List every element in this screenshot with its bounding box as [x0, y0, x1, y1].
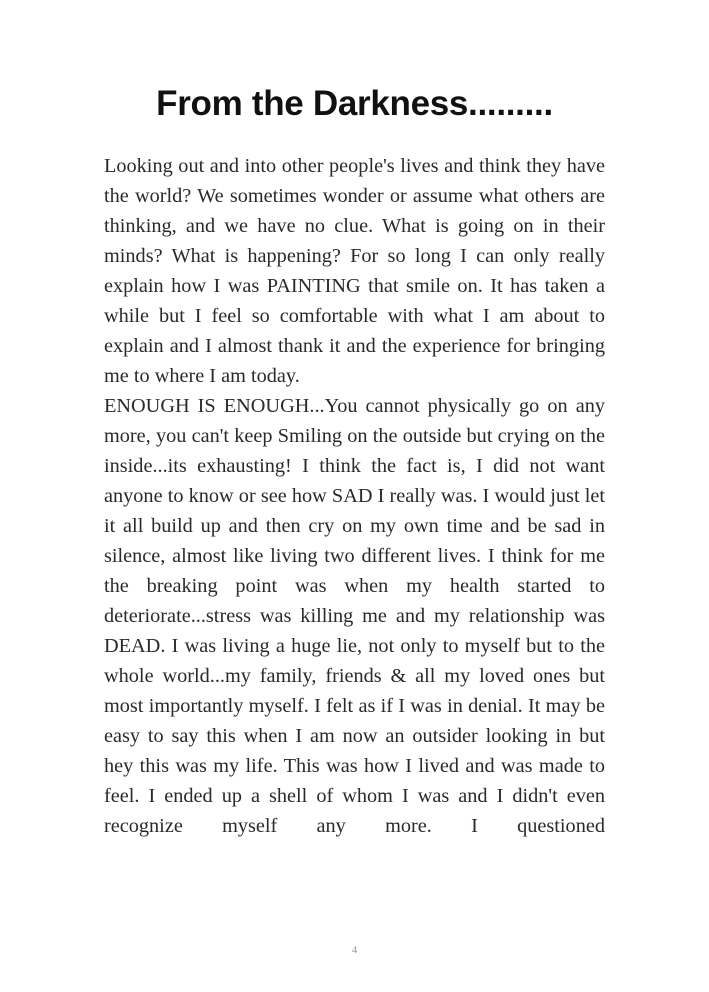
paragraph-2: ENOUGH IS ENOUGH...You cannot physically go on any more, you can't keep Smiling on the outside but crying on the inside...its exhausting! I think the fact is, I did not want anyone to know or see how SAD I really was. I would just let it all build up and then cry on my own time and be sad in silence, almost like living two different lives. I think for me the breaking point was when my health started to deteriorate...stress was killing me and my relationship was DEAD. I was living a huge lie, not only to myself but to the whole world...my family, friends & all my loved ones but most importantly myself. I felt as if I was in denial. It may be easy to say this when I am now an outsider looking in but hey this was my life. This was how I lived and was made to feel. I ended up a shell of whom I was and I didn't even recognize myself any more. I questioned	[104, 395, 605, 837]
paragraph-1: Looking out and into other people's lives and think they have the world? We sometimes wonder or assume what others are thinking, and we have no clue. What is going on in their minds? What is happening? For so long I can only really explain how I was PAINTING that smile on. It has taken a while but I feel so comfortable with what I am about to explain and I almost thank it and the experience for bringing me to where I am today.	[104, 155, 605, 387]
page-number: 4	[351, 944, 358, 956]
page-title: From the Darkness.........	[156, 84, 553, 123]
body-text	[104, 151, 605, 841]
